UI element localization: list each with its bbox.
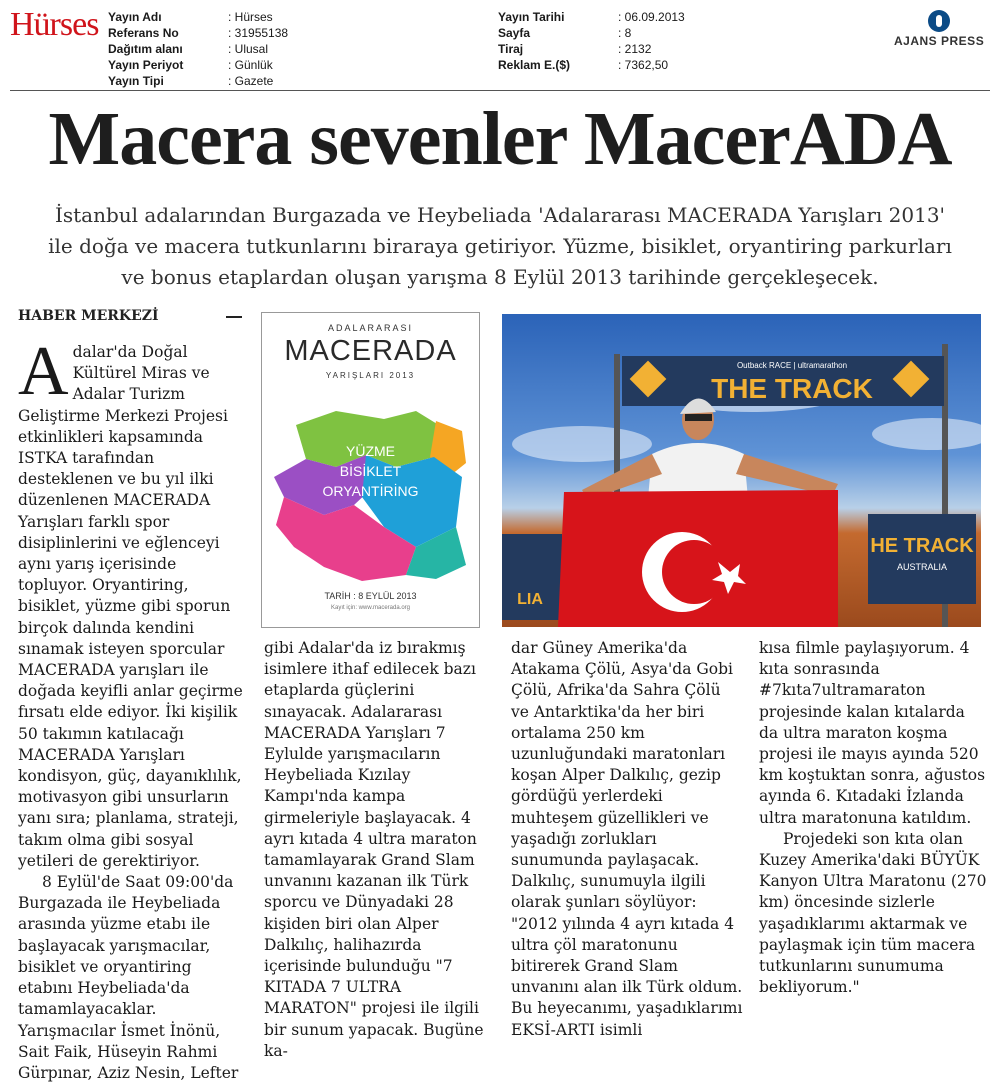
meta-key: Sayfa [498,26,531,40]
byline-dash [226,316,242,318]
meta-value: : 31955138 [228,26,289,40]
article-paragraph: kısa filmle paylaşıyorum. 4 kıta sonrasında #7kıta7ultramaraton projesinde kalan kıtalarda da ultra maraton koşma projesi ile mayıs ayında 520 km koştuktan sonra, ağustos ayında 6. Kıtadaki İzlanda ultra maratonuna katıldım. [759,639,986,827]
poster-date: TARİH : 8 EYLÜL 2013 [324,591,417,601]
flag-crescent-inner [662,540,726,604]
runner-sunglasses [685,414,712,421]
poster-website: Kayıt için: www.macerada.org [330,605,411,611]
cloud [872,418,981,450]
byline: HABER MERKEZİ [18,308,159,324]
poster-title: MACERADA [284,335,457,367]
finish-banner-text: THE TRACK [711,373,873,404]
article-paragraph: gibi Adalar'da iz bırakmış isimlere ithaf edilecek bazı etaplarda güçlerini sınayacak. Adalararası MACERADA Yarışları 7 Eylulde yarışmacıların Heybeliada Kızılay Kampı'nda kampa girmeleriyle başlayacak. 4 ayrı kıtada 4 ultra maraton tamamlayarak Grand Slam unvanını kazanan ilk Türk sporcu ve Dünyadaki 28 kişiden biri olan Alper Dalkılıç, halihazırda içerisinde bulunduğu "7 KITADA 7 ULTRA MARATON" projesi ile ilgili bir sunum yapacak. Bugüne ka- [264,639,484,1060]
article-paragraph: Projedeki son kıta olan Kuzey Amerika'daki BÜYÜK Kanyon Ultra Maratonu (270 km) öncesinde sizlerle yaşadıklarımı aktarmak ve paylaşmak için tüm macera tutkunlarını sunumuma bekliyorum." [759,829,987,997]
meta-right [498,9,685,73]
meta-key: Yayın Adı [108,10,162,24]
runner-photo [502,314,981,627]
article-column-4 [759,638,987,998]
meta-key: Reklam E.($) [498,58,571,72]
meta-key: Dağıtım alanı [108,42,183,56]
meta-value: : Günlük [228,58,273,72]
map-label-bike: BİSİKLET [339,463,402,479]
meta-key: Tiraj [498,42,524,56]
poster-top-label: ADALARARASI [327,323,414,333]
agency-logo-icon [928,10,950,32]
finish-banner-small-text: Outback RACE | ultramarathon [736,361,848,370]
left-banner-text: LIA [517,591,543,608]
agency-logo [894,10,984,48]
article-column-3 [511,638,743,1041]
paragraph-text: dalar'da Doğal Kültürel Miras ve Adalar Turizm Geliştirme Merkezi Projesi etkinlikleri kapsamında ISTKA tarafından desteklenen ve bu yıl ilki düzenlenen MACERADA Yarışları farklı spor disiplinlerini ve eğlenceyi aynı yarış içerisinde topluyor. Oryantiring, bisiklet, yüzme gibi sporun birçok dalında kendini sınamak isteyen sporcular MACERADA yarışları ile doğada keyifli anlar geçirme fırsatı elde ediyor. İki kişilik 50 takımın katılacağı MACERADA Yarışları kondisyon, güç, dayanıklılık, motivasyon gibi unsurların yanı sıra; planlama, strateji, takım olma gibi sosyal yetileri de gerektiriyor. [18,343,243,870]
article-paragraph: 8 Eylül'de Saat 09:00'da Burgazada ile Heybeliada arasında yüzme etabı ile başlayacak yarışmacılar, bisiklet ve oryantiring etabını Heybeliada'da tamamlayacaklar. Yarışmacılar İsmet İnönü, Sait Faik, Hüseyin Rahmi Gürpınar, Aziz Nesin, Lefter [18,873,239,1082]
meta-value: : 7362,50 [618,58,669,72]
side-banner-right [868,514,976,604]
map-label-swim: YÜZME [346,443,395,459]
meta-value: : 2132 [618,42,652,56]
meta-left [108,9,288,89]
meta-value: : Ulusal [228,42,269,56]
map-label-orienteering: ORYANTİRİNG [322,483,419,499]
meta-value: : 06.09.2013 [618,10,685,24]
article-paragraph [18,333,243,872]
article-column-1 [18,333,243,1084]
cloud [512,426,652,462]
newspaper-logo: Hürses [10,6,99,43]
article-paragraph: dar Güney Amerika'da Atakama Çölü, Asya'da Gobi Çölü, Afrika'da Sahra Çölü ve Antarktika'da her biri ortalama 250 km uzunluğundaki maratonları koşan Alper Dalkılıç, gezip gördüğü yerlerdeki muhteşem güzellikleri ve yaşadığı zorlukları sunumunda paylaşacak. Dalkılıç, sunumuyla ilgili olarak şunları söylüyor: "2012 yılında 4 ayrı kıtada 4 ultra çöl maratonunu bitirerek Grand Slam unvanını alan ilk Türk oldum. Bu heyecanımı, yaşadıklarımı EKSİ-ARTI isimli [511,639,743,1039]
photo-scene [502,314,981,627]
headline: Macera sevenler MacerADA [48,97,952,181]
header-divider [10,90,990,91]
runner-torso [648,443,748,499]
side-banner-subtext: AUSTRALIA [896,562,948,572]
article-column-2 [264,638,490,1062]
meta-value: : 8 [618,26,632,40]
event-poster [261,312,480,628]
meta-key: Yayın Tarihi [498,10,565,24]
agency-name: AJANS PRESS [894,34,985,48]
meta-key: Referans No [108,26,179,40]
meta-key: Yayın Tipi [108,74,164,88]
dropcap: A [18,333,69,410]
meta-value: : Hürses [228,10,273,24]
meta-value: : Gazete [228,74,274,88]
meta-key: Yayın Periyot [108,58,184,72]
deck: İstanbul adalarından Burgazada ve Heybeliada 'Adalararası MACERADA Yarışları 2013' ile doğa ve macera tutkunlarını biraraya getiriyor. Yüzme, bisiklet, oryantiring parkurları ve bonus etaplardan oluşan yarışma 8 Eylül 2013 tarihinde gerçekleşecek. [48,203,952,289]
masthead [0,0,1000,92]
side-banner-text: HE TRACK [870,535,974,557]
poster-subtitle: YARIŞLARI 2013 [325,371,416,380]
runner-arm-right [736,454,838,496]
